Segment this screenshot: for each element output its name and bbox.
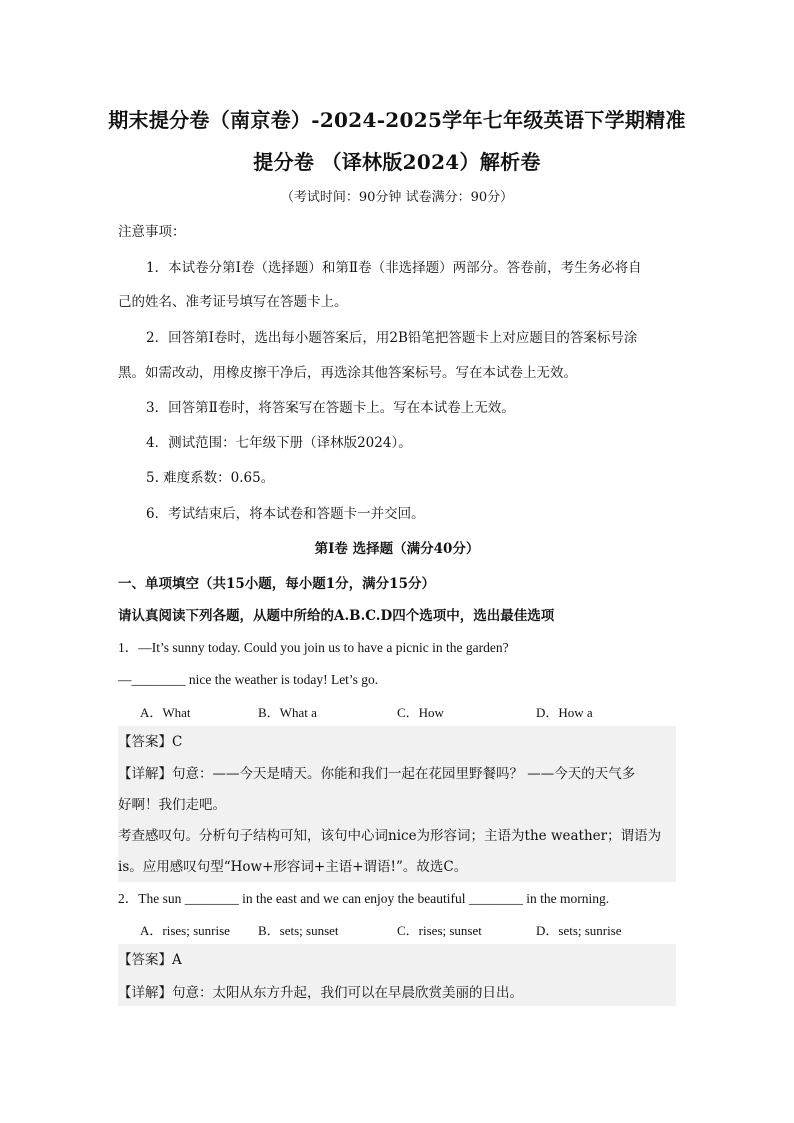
question-1-option-b: B．What a — [258, 705, 317, 720]
exam-time-info: （考试时间：90分钟 试卷满分：90分） — [280, 190, 514, 205]
section-instruction: 请认真阅读下列各题，从题中所给的A.B.C.D四个选项中，选出最佳选项 — [118, 608, 555, 624]
question-1-option-a: A．What — [140, 705, 191, 720]
notice-item: 5. 难度系数：0.65。 — [146, 470, 275, 486]
question-2-option-b: B．sets; sunset — [258, 923, 339, 938]
notice-heading: 注意事项： — [118, 224, 186, 240]
question-1-explanation: is。应用感叹句型“How+形容词+主语+谓语!”。故选C。 — [118, 859, 468, 875]
notice-item: 2．回答第Ⅰ卷时，选出每小题答案后，用2B铅笔把答题卡上对应题目的答案标号涂 — [146, 330, 638, 346]
notice-item: 黑。如需改动，用橡皮擦干净后，再选涂其他答案标号。写在本试卷上无效。 — [118, 365, 577, 381]
exam-title-line-1: 期末提分卷（南京卷）-2024-2025学年七年级英语下学期精准 — [108, 108, 686, 132]
exam-title-line-2: 提分卷 （译林版2024）解析卷 — [253, 150, 541, 174]
notice-item: 1．本试卷分第Ⅰ卷（选择题）和第Ⅱ卷（非选择题）两部分。答卷前，考生务必将自 — [146, 260, 642, 276]
question-2-option-c: C．rises; sunset — [397, 923, 482, 938]
section-heading: 一、单项填空（共15小题，每小题1分，满分15分） — [118, 576, 435, 592]
question-1-stem-reply: —________ nice the weather is today! Let’s go. — [118, 672, 379, 687]
question-1-option-d: D．How a — [536, 705, 593, 720]
notice-item: 3．回答第Ⅱ卷时，将答案写在答题卡上。写在本试卷上无效。 — [146, 400, 515, 416]
question-1-stem: 1．—It’s sunny today. Could you join us to have a picnic in the garden? — [118, 640, 509, 655]
question-2-answer: 【答案】A — [118, 952, 182, 968]
notice-item: 己的姓名、准考证号填写在答题卡上。 — [118, 294, 348, 310]
question-2-stem: 2．The sun ________ in the east and we can enjoy the beautiful ________ in the morning. — [118, 891, 610, 906]
question-1-explanation: 考查感叹句。分析句子结构可知，该句中心词nice为形容词；主语为the weather；谓语为 — [118, 828, 662, 844]
question-1-option-c: C．How — [397, 705, 444, 720]
notice-item: 6．考试结束后，将本试卷和答题卡一并交回。 — [146, 506, 425, 522]
question-1-answer: 【答案】C — [118, 734, 183, 750]
question-2-option-d: D．sets; sunrise — [536, 923, 622, 938]
part-one-heading: 第Ⅰ卷 选择题（满分40分） — [314, 541, 480, 557]
notice-item: 4．测试范围：七年级下册（译林版2024）。 — [146, 435, 412, 451]
question-2-option-a: A．rises; sunrise — [140, 923, 230, 938]
question-2-explanation: 【详解】句意：太阳从东方升起，我们可以在早晨欣赏美丽的日出。 — [118, 985, 523, 1001]
question-1-explanation: 好啊！我们走吧。 — [118, 797, 226, 813]
question-1-explanation: 【详解】句意：——今天是晴天。你能和我们一起在花园里野餐吗？ ——今天的天气多 — [118, 766, 636, 782]
